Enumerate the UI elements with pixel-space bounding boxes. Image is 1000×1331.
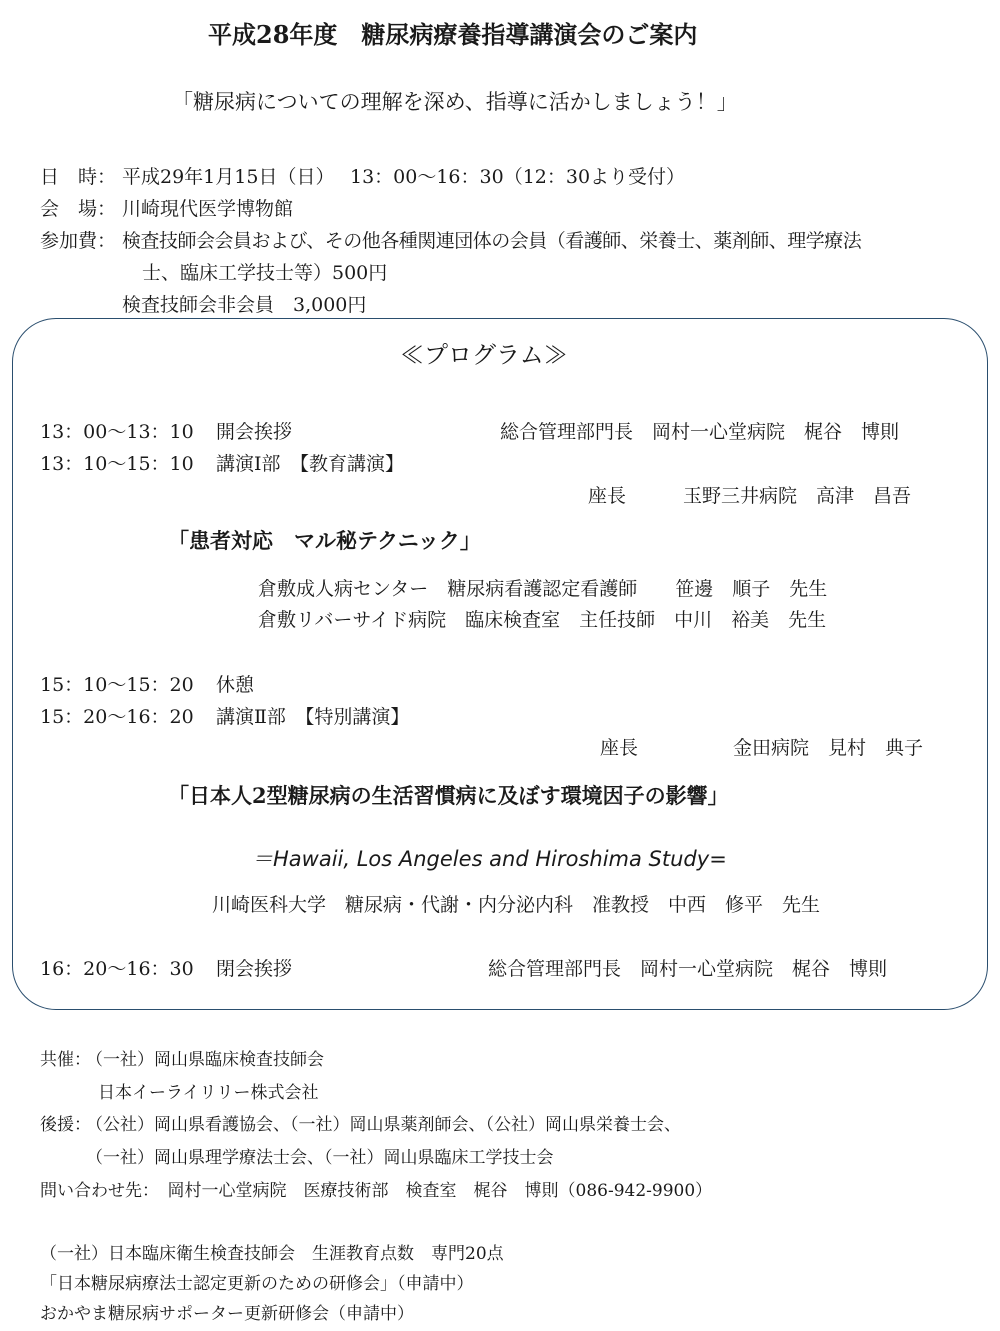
- session2-speaker: 川崎医科大学 糖尿病・代謝・内分泌内科 准教授 中西 修平 先生: [212, 894, 821, 916]
- slogan: 「糖尿病についての理解を深め、指導に活かしましょう！」: [172, 90, 738, 114]
- session2-subtitle: ＝Hawaii, Los Angeles and Hiroshima Study=: [252, 847, 727, 871]
- program-heading: ≪プログラム≫: [400, 341, 568, 369]
- opening-label: 開会挨拶: [216, 421, 293, 443]
- opening-speaker: 総合管理部門長 岡村一心堂病院 梶谷 博則: [500, 421, 900, 443]
- opening-time: 13：00～13：10: [40, 421, 194, 443]
- support-2: （一社）岡山県理学療法士会、（一社）岡山県臨床工学技士会: [86, 1148, 554, 1168]
- contact: 問い合わせ先： 岡村一心堂病院 医療技術部 検査室 梶谷 博則（086-942-9900）: [40, 1181, 713, 1201]
- session2-chair: 座長 金田病院 見村 典子: [600, 737, 924, 759]
- closing-speaker: 総合管理部門長 岡村一心堂病院 梶谷 博則: [488, 958, 888, 980]
- page-title: 平成28年度 糖尿病療養指導講演会のご案内: [208, 20, 698, 49]
- support-label: 後援：: [40, 1115, 91, 1135]
- closing-label: 閉会挨拶: [216, 958, 293, 980]
- cohost-label: 共催：: [40, 1050, 91, 1070]
- support-1: （公社）岡山県看護協会、（一社）岡山県薬剤師会、（公社）岡山県栄養士会、: [86, 1115, 681, 1135]
- cohost-1: （一社）岡山県臨床検査技師会: [86, 1050, 324, 1070]
- venue-value: 川崎現代医学博物館: [122, 198, 294, 220]
- fee-label: 参加費：: [40, 230, 117, 252]
- session2-title: 「日本人2型糖尿病の生活習慣病に及ぼす環境因子の影響」: [168, 783, 729, 808]
- session2-label: 講演Ⅱ部 【特別講演】: [216, 706, 410, 728]
- fee-member-line1: 検査技師会会員および、その他各種関連団体の会員（看護師、栄養士、薬剤師、理学療法: [122, 230, 862, 252]
- session1-label: 講演Ⅰ部 【教育講演】: [216, 453, 405, 475]
- credit-1: （一社）日本臨床衛生検査技師会 生涯教育点数 専門20点: [40, 1244, 504, 1264]
- session2-time: 15：20～16：20: [40, 706, 194, 728]
- fee-member-line2: 士、臨床工学技士等）500円: [142, 262, 388, 284]
- break-time: 15：10～15：20: [40, 674, 194, 696]
- fee-nonmember: 検査技師会非会員 3,000円: [122, 294, 367, 316]
- session1-title: 「患者対応 マル秘テクニック」: [168, 528, 481, 553]
- break-label: 休憩: [216, 674, 255, 696]
- credit-3: おかやま糖尿病サポーター更新研修会（申請中）: [40, 1304, 414, 1324]
- closing-time: 16：20～16：30: [40, 958, 194, 980]
- session1-time: 13：10～15：10: [40, 453, 194, 475]
- datetime-label: 日 時：: [40, 166, 117, 188]
- session1-speaker2: 倉敷リバーサイド病院 臨床検査室 主任技師 中川 裕美 先生: [258, 609, 827, 631]
- cohost-2: 日本イーライリリー株式会社: [98, 1083, 319, 1103]
- datetime-value: 平成29年1月15日（日） 13：00～16：30（12：30より受付）: [122, 166, 686, 188]
- session1-chair: 座長 玉野三井病院 高津 昌吾: [588, 485, 912, 507]
- venue-label: 会 場：: [40, 198, 117, 220]
- credit-2: 「日本糖尿病療法士認定更新のための研修会」（申請中）: [40, 1274, 474, 1294]
- session1-speaker1: 倉敷成人病センター 糖尿病看護認定看護師 笹邊 順子 先生: [258, 578, 828, 600]
